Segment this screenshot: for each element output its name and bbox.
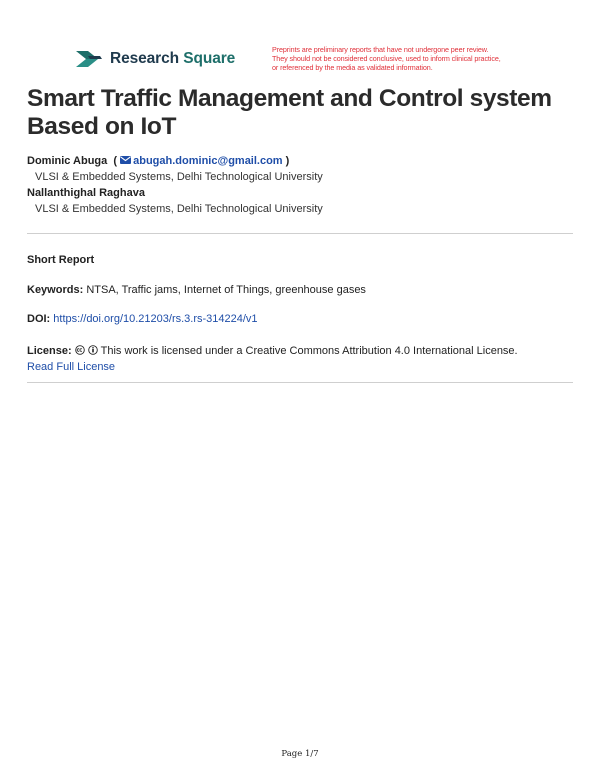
preprint-notice-line: They should not be considered conclusive, used to inform clinical practice, [272,54,501,63]
paren-open: ( [110,155,118,167]
author-list [27,153,572,217]
preprint-notice-line: or referenced by the media as validated information. [272,63,433,72]
preprint-notice-line: Preprints are preliminary reports that have not undergone peer review. [272,45,489,54]
doi-link[interactable]: https://doi.org/10.21203/rs.3.rs-314224/v1 [53,313,258,325]
keywords-row [27,284,573,296]
divider [27,382,573,383]
research-square-header [74,47,235,71]
author-affiliation: VLSI & Embedded Systems, Delhi Technological University [35,203,323,215]
logo-text [110,50,235,68]
keywords-label: Keywords: [27,284,84,296]
doi-label: DOI: [27,313,51,325]
author-entry [27,185,572,201]
author-affiliation: VLSI & Embedded Systems, Delhi Technological University [35,171,323,183]
divider [27,233,573,234]
cc-icon [75,345,85,355]
keywords-value: NTSA, Traffic jams, Internet of Things, greenhouse gases [86,284,366,296]
logo-word-square: Square [183,50,236,67]
article-type: Short Report [27,254,95,266]
logo-word-research: Research [110,50,179,67]
author-entry [27,153,572,169]
author-name: Dominic Abuga [27,155,108,167]
doi-row [27,313,573,325]
envelope-icon [120,156,131,164]
paren-close: ) [282,155,290,167]
paper-title: Smart Traffic Management and Control system Based on IoT [27,85,552,140]
license-label: License: [27,345,72,357]
research-square-logo-icon [74,47,104,71]
read-full-license-link[interactable]: Read Full License [27,361,116,373]
author-email-link[interactable]: abugah.dominic@gmail.com [133,155,283,167]
license-row [27,343,573,375]
page-number: Page 1/7 [281,749,319,759]
author-name: Nallanthighal Raghava [27,187,145,199]
license-text: This work is licensed under a Creative Commons Attribution 4.0 International License. [100,345,518,357]
preprint-notice [272,45,542,72]
cc-by-icon [88,345,98,355]
